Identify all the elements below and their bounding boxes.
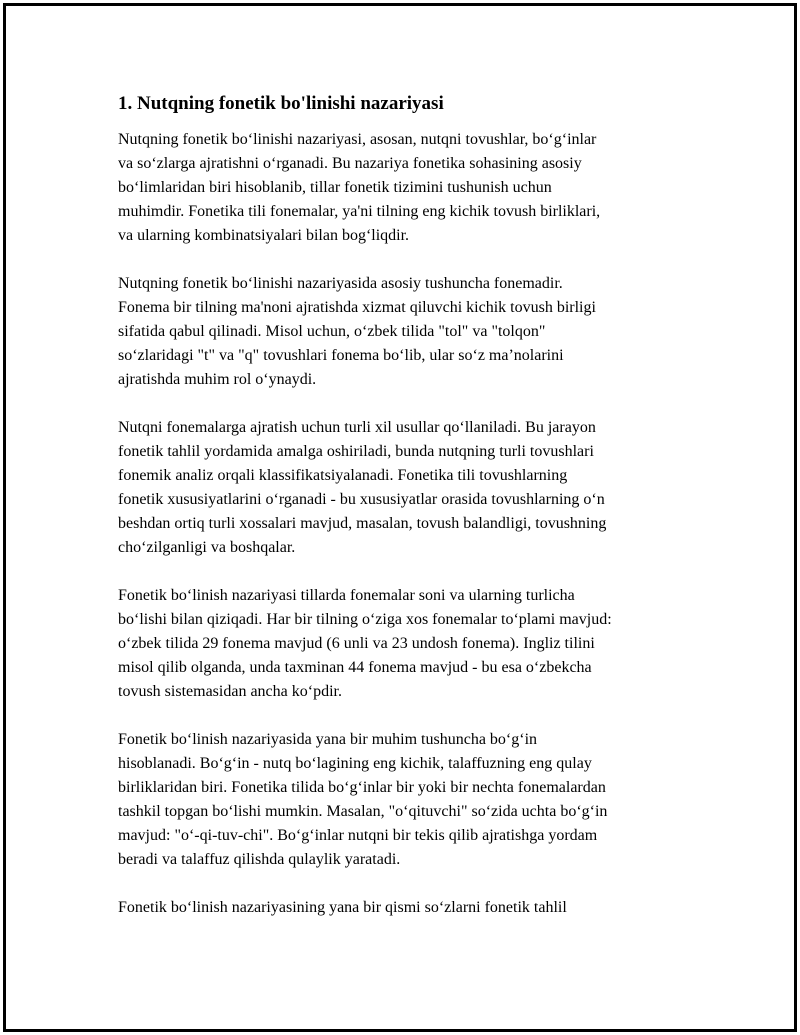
text-line: fonetik tahlil yordamida amalga oshiriladi, bunda nutqning turli tovushlari: [118, 443, 594, 460]
text-line: va ularning kombinatsiyalari bilan bog‘liqdir.: [118, 227, 410, 244]
text-line: muhimdir. Fonetika tili fonemalar, ya'ni tilning eng kichik tovush birliklari,: [118, 203, 601, 220]
text-line: tovush sistemasidan ancha ko‘pdir.: [118, 683, 342, 700]
text-line: fonetik xususiyatlarini o‘rganadi - bu xususiyatlar orasida tovushlarning o‘n: [118, 491, 605, 508]
paragraph: [118, 416, 698, 560]
text-line: beshdan ortiq turli xossalari mavjud, masalan, tovush balandligi, tovushning: [118, 515, 607, 532]
paragraph: [118, 896, 698, 920]
document-body: [118, 91, 698, 944]
text-line: Fonema bir tilning ma'noni ajratishda xizmat qiluvchi kichik tovush birligi: [118, 299, 596, 316]
paragraph: [118, 128, 698, 248]
text-line: bo‘lishi bilan qiziqadi. Har bir tilning o‘ziga xos fonemalar to‘plami mavjud:: [118, 611, 612, 628]
text-line: Fonetik bo‘linish nazariyasining yana bir qismi so‘zlarni fonetik tahlil: [118, 899, 567, 916]
text-line: Nutqni fonemalarga ajratish uchun turli xil usullar qo‘llaniladi. Bu jarayon: [118, 419, 596, 436]
text-line: sifatida qabul qilinadi. Misol uchun, o‘zbek tilida "tol" va "tolqon": [118, 323, 546, 340]
paragraph: [118, 584, 698, 704]
text-line: o‘zbek tilida 29 fonema mavjud (6 unli va 23 undosh fonema). Ingliz tilini: [118, 635, 595, 652]
paragraph: [118, 728, 698, 872]
text-line: cho‘zilganligi va boshqalar.: [118, 539, 296, 556]
text-line: Fonetik bo‘linish nazariyasida yana bir muhim tushuncha bo‘g‘in: [118, 731, 538, 748]
text-line: va so‘zlarga ajratishni o‘rganadi. Bu nazariya fonetika sohasining asosiy: [118, 155, 582, 172]
text-line: Nutqning fonetik bo‘linishi nazariyasi, asosan, nutqni tovushlar, bo‘g‘inlar: [118, 131, 597, 148]
text-line: ajratishda muhim rol o‘ynaydi.: [118, 371, 317, 388]
text-line: bo‘limlaridan biri hisoblanib, tillar fonetik tizimini tushunish uchun: [118, 179, 552, 196]
text-line: fonemik analiz orqali klassifikatsiyalanadi. Fonetika tili tovushlarning: [118, 467, 568, 484]
document-title: 1. Nutqning fonetik bo'linishi nazariyasi: [118, 93, 444, 114]
text-line: birliklaridan biri. Fonetika tilida bo‘g‘inlar bir yoki bir nechta fonemalardan: [118, 779, 606, 796]
text-line: beradi va talaffuz qilishda qulaylik yaratadi.: [118, 851, 401, 868]
text-line: tashkil topgan bo‘lishi mumkin. Masalan, "o‘qituvchi" so‘zida uchta bo‘g‘in: [118, 803, 608, 820]
text-line: so‘zlaridagi "t" va "q" tovushlari fonema bo‘lib, ular so‘z ma’nolarini: [118, 347, 564, 364]
text-line: Nutqning fonetik bo‘linishi nazariyasida asosiy tushuncha fonemadir.: [118, 275, 563, 292]
text-line: mavjud: "o‘-qi-tuv-chi". Bo‘g‘inlar nutqni bir tekis qilib ajratishga yordam: [118, 827, 598, 844]
text-line: misol qilib olganda, unda taxminan 44 fonema mavjud - bu esa o‘zbekcha: [118, 659, 592, 676]
text-line: Fonetik bo‘linish nazariyasi tillarda fonemalar soni va ularning turlicha: [118, 587, 575, 604]
text-line: hisoblanadi. Bo‘g‘in - nutq bo‘lagining eng kichik, talaffuzning eng qulay: [118, 755, 592, 772]
paragraph: [118, 272, 698, 392]
